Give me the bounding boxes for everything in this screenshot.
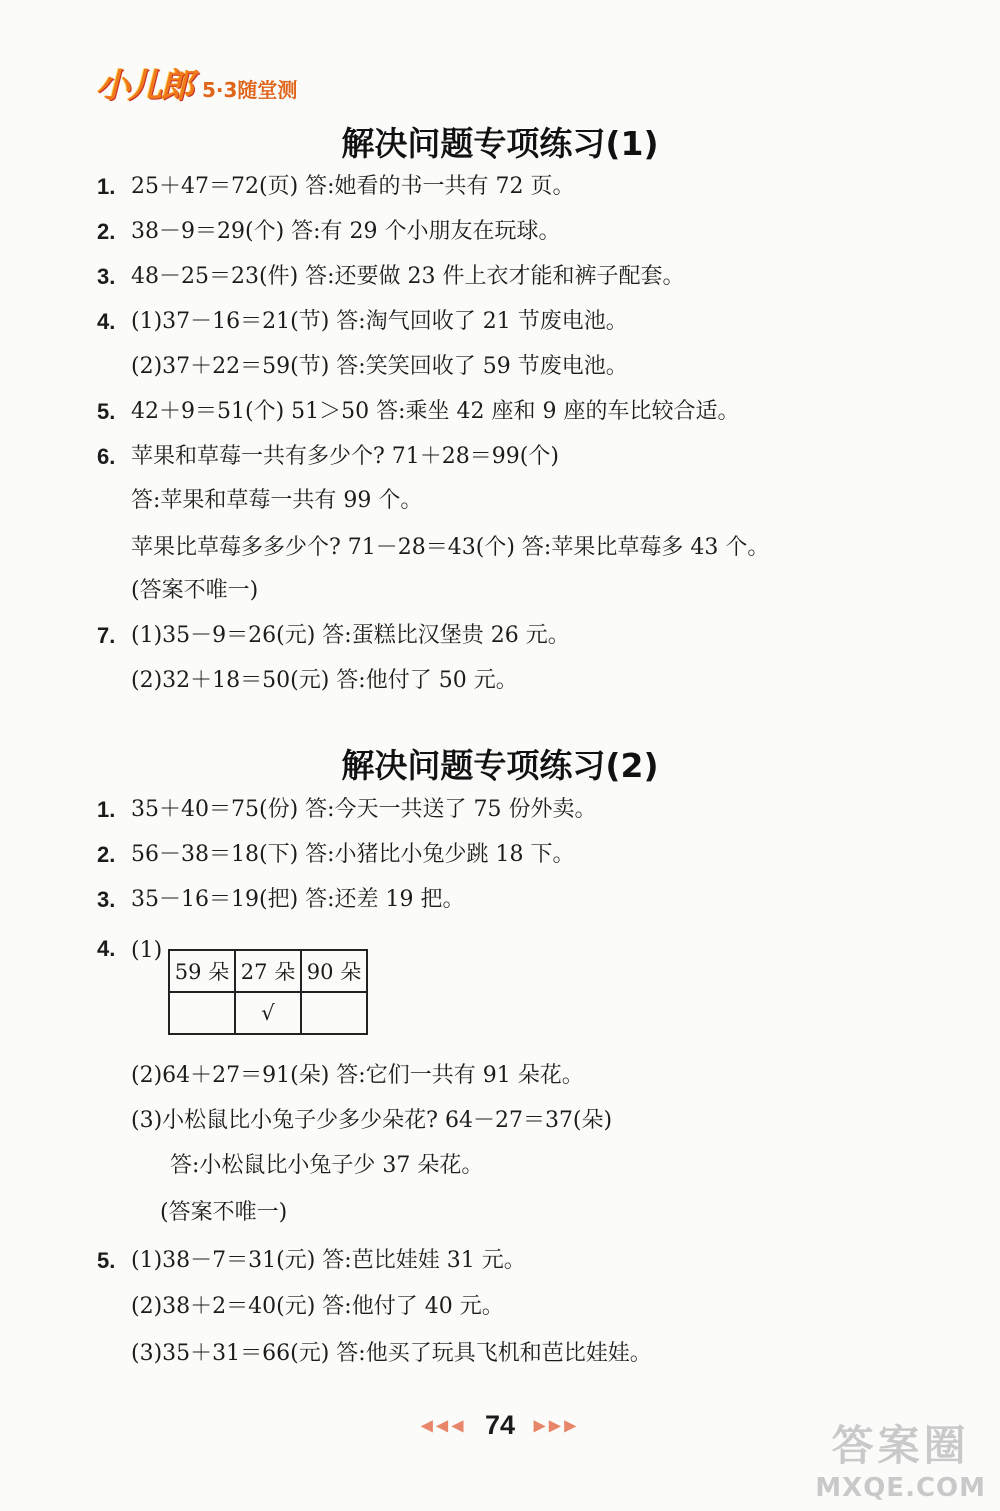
s2-item5b-text: (2)38＋2＝40(元) 答:他付了 40 元。 xyxy=(131,1294,504,1319)
table-header-cell: 59 朵 xyxy=(169,950,235,992)
s1-item5-number: 5. xyxy=(97,399,116,424)
watermark xyxy=(815,1413,986,1503)
s1-item5-text: 42＋9＝51(个) 51＞50 答:乘坐 42 座和 9 座的车比较合适。 xyxy=(131,399,740,424)
s1-item1-number: 1. xyxy=(97,174,116,199)
s2-item4-part3-answer: 答:小松鼠比小兔子少 37 朵花。 xyxy=(170,1153,484,1178)
s2-item2-number: 2. xyxy=(97,842,116,867)
left-arrows-icon: ◀◀◀ xyxy=(420,1417,467,1435)
s2-item1-number: 1. xyxy=(97,797,116,822)
flower-count-table xyxy=(168,949,368,1035)
s2-item4-number: 4. xyxy=(97,936,116,961)
table-header-cell: 90 朵 xyxy=(301,950,367,992)
s1-item4-number: 4. xyxy=(97,309,116,334)
table-mark-cell xyxy=(301,992,367,1034)
s2-item4-part1-label: (1) xyxy=(131,938,163,963)
s2-item1-text: 35＋40＝75(份) 答:今天一共送了 75 份外卖。 xyxy=(131,797,597,822)
publisher-logo xyxy=(96,58,297,107)
s1-item7a-text: (1)35－9＝26(元) 答:蛋糕比汉堡贵 26 元。 xyxy=(131,623,570,648)
s1-item6c-text: 苹果比草莓多多少个? 71－28＝43(个) 答:苹果比草莓多 43 个。 xyxy=(131,535,770,560)
s1-item7b-text: (2)32＋18＝50(元) 答:他付了 50 元。 xyxy=(131,668,518,693)
page-number: 74 xyxy=(484,1410,516,1440)
s2-item5-number: 5. xyxy=(97,1248,116,1273)
table-mark-cell xyxy=(169,992,235,1034)
right-arrows-icon: ▶▶▶ xyxy=(533,1417,580,1435)
s2-item4-part2-text: (2)64＋27＝91(朵) 答:它们一共有 91 朵花。 xyxy=(131,1063,584,1088)
s2-item3-text: 35－16＝19(把) 答:还差 19 把。 xyxy=(131,887,465,912)
s1-item2-number: 2. xyxy=(97,219,116,244)
s1-item6b-text: 答:苹果和草莓一共有 99 个。 xyxy=(131,488,423,513)
section2-title: 解决问题专项练习(2) xyxy=(341,746,659,785)
s2-item3-number: 3. xyxy=(97,887,116,912)
watermark-bottom-text: MXQE.COM xyxy=(815,1473,986,1503)
s2-item4-part3-text: (3)小松鼠比小兔子少多少朵花? 64－27＝37(朵) xyxy=(131,1108,613,1133)
s1-item6d-text: (答案不唯一) xyxy=(131,578,259,603)
s1-item1-text: 25＋47＝72(页) 答:她看的书一共有 72 页。 xyxy=(131,174,575,199)
table-mark-cell: √ xyxy=(235,992,301,1034)
s1-item6a-text: 苹果和草莓一共有多少个? 71＋28＝99(个) xyxy=(131,444,559,469)
section1-title: 解决问题专项练习(1) xyxy=(341,124,659,163)
table-header-cell: 27 朵 xyxy=(235,950,301,992)
s1-item6-number: 6. xyxy=(97,444,116,469)
logo-sub-text: 5·3随堂测 xyxy=(202,78,298,102)
table-row xyxy=(169,950,367,992)
s1-item3-text: 48－25＝23(件) 答:还要做 23 件上衣才能和裤子配套。 xyxy=(131,264,685,289)
watermark-top-text: 答案圈 xyxy=(831,1421,970,1470)
s2-item5a-text: (1)38－7＝31(元) 答:芭比娃娃 31 元。 xyxy=(131,1248,526,1273)
s1-item4a-text: (1)37－16＝21(节) 答:淘气回收了 21 节废电池。 xyxy=(131,309,628,334)
s2-item5c-text: (3)35＋31＝66(元) 答:他买了玩具飞机和芭比娃娃。 xyxy=(131,1341,652,1366)
logo-main-text: 小儿郎 xyxy=(96,66,192,106)
s2-item2-text: 56－38＝18(下) 答:小猪比小兔少跳 18 下。 xyxy=(131,842,575,867)
s1-item2-text: 38－9＝29(个) 答:有 29 个小朋友在玩球。 xyxy=(131,219,561,244)
table-row xyxy=(169,992,367,1034)
s2-item4-note: (答案不唯一) xyxy=(160,1200,288,1225)
s1-item7-number: 7. xyxy=(97,623,116,648)
s1-item4b-text: (2)37＋22＝59(节) 答:笑笑回收了 59 节废电池。 xyxy=(131,354,628,379)
s1-item3-number: 3. xyxy=(97,264,116,289)
